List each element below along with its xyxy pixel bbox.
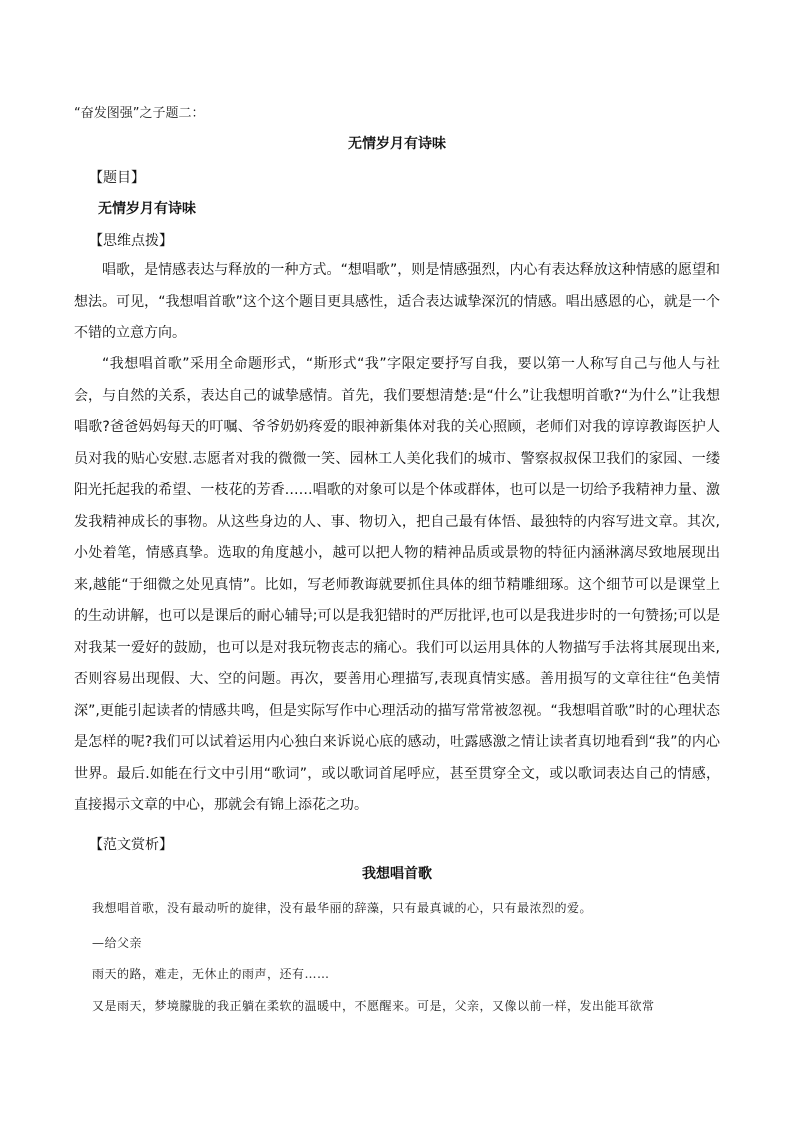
series-subtitle: “奋发图强”之子题二： — [74, 106, 205, 121]
topic-label: 【题目】 — [89, 170, 145, 186]
essay-line: 雨天的路，难走，无休止的雨声，还有…… — [92, 967, 330, 981]
sample-label: 【范文赏析】 — [89, 837, 173, 853]
essay-title: 我想唱首歌 — [362, 866, 432, 882]
page-title: 无情岁月有诗味 — [348, 136, 446, 152]
paragraph-intro: 唱歌，是情感表达与释放的一种方式。“想唱歌”，则是情感强烈，内心有表达释放这种情感的愿望和想法。可见，“我想唱首歌”这个这个题目更具感性，适合表达诚挚深沉的情感。唱出感恩的心，就是一个不错的立意方向。 — [74, 262, 720, 341]
essay-line: —给父亲 — [92, 936, 143, 950]
essay-line: 我想唱首歌，没有最动听的旋律，没有最华丽的辞藻，只有最真诚的心，只有最浓烈的爱。 — [92, 901, 593, 915]
thinking-label: 【思维点拨】 — [89, 233, 173, 249]
essay-line: 又是雨天，梦境朦胧的我正躺在柔软的温暖中，不愿醒来。可是，父亲，又像以前一样，发出能耳欲常 — [92, 999, 655, 1013]
topic-text: 无情岁月有诗味 — [98, 201, 196, 217]
paragraph-analysis: “我想唱首歌”采用全命题形式，“斯形式“我”字限定要抒写自我，要以第一人称写自己与他人与社会，与自然的关系，表达自己的诚挚感情。首先，我们要想清楚:是“什么”让我想明首歌?“为什么”让我想唱歌?爸爸妈妈每天的叮嘱、爷爷奶奶疼爱的眼神新集体对我的关心照顾，老师们对我的谆谆教诲医护人员对我的贴心安慰.志愿者对我的微微一笑、园林工人美化我们的城市、警察叔叔保卫我们的家园、一缕阳光托起我的希望、一枝花的芳香……唱歌的对象可以是个体或群体，也可以是一切给予我精神力量、激发我精神成长的事物。从这些身边的人、事、物切入，把自己最有体悟、最独特的内容写进文章。其次,小处着笔，情感真挚。选取的角度越小，越可以把人物的精神品质或景物的特征内涵淋漓尽致地展现出来,越能“于细微之处见真情”。比如，写老师教诲就要抓住具体的细节精雕细琢。这个细节可以是课堂上的生动讲解，也可以是课后的耐心辅导;可以是我犯错时的严厉批评,也可以是我进步时的一句赞扬;可以是对我某一爱好的鼓励，也可以是对我玩物丧志的痛心。我们可以运用具体的人物描写手法将其展现出来,否则容易出现假、大、空的问题。再次，要善用心理描写,表现真情实感。善用损写的文章往往“色美情深”,更能引起读者的情感共鸣，但是实际写作中心理活动的描写常常被忽视。“我想唱首歌”时的心理状态是怎样的呢?我们可以试着运用内心独白来诉说心底的感动，吐露感激之情让读者真切地看到“我”的内心世界。最后.如能在行文中引用“歌词”，或以歌词首尾呼应，甚至贯穿全文，或以歌词表达自己的情感，直接揭示文章的中心，那就会有锦上添花之功。 — [74, 356, 720, 813]
